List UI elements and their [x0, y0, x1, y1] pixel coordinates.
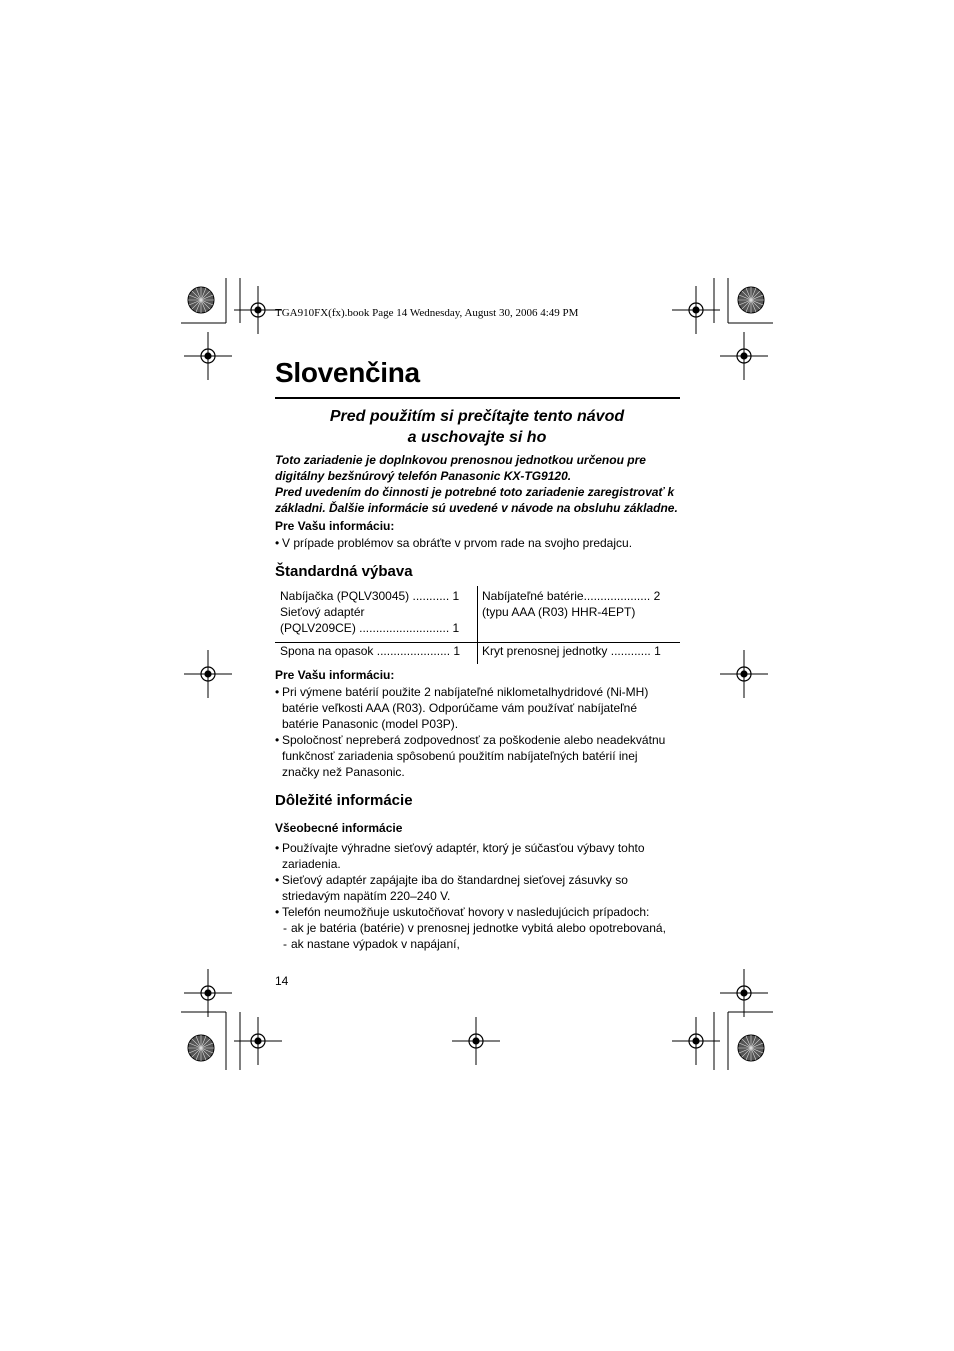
info-label-2: Pre Vašu informáciu:	[275, 668, 395, 682]
info-bullet-1: • V prípade problémov sa obráťte v prvom rade na svojho predajcu.	[275, 535, 687, 551]
general-dash-2: - ak nastane výpadok v napájaní,	[275, 936, 685, 952]
info2-bullet-1	[275, 684, 685, 732]
subtitle-line-1: Pred použitím si prečítajte tento návod	[329, 408, 625, 425]
bullet-line: • Spoločnosť nepreberá zodpovednosť za poškodenie alebo neadekvátnu	[282, 733, 666, 747]
page-title: Slovenčina	[275, 357, 420, 388]
bullet-line: batérie Panasonic (model P03P).	[282, 717, 459, 731]
cell-line: Nabíjačka (PQLV30045) ........... 1	[280, 589, 460, 603]
title-rule	[275, 397, 680, 399]
table-divider-vertical	[477, 586, 478, 664]
intro-line-4: základni. Ďalšie informácie sú uvedené v návode na obsluhu základne.	[275, 501, 678, 515]
bullet-line: striedavým napätím 220–240 V.	[282, 889, 451, 903]
table-cell-belt-clip: Spona na opasok ...................... 1	[280, 644, 461, 658]
cell-line: (typu AAA (R03) HHR-4EPT)	[482, 605, 636, 619]
general-bullet-1	[275, 840, 685, 872]
info2-bullet-2	[275, 732, 685, 780]
table-cell-batteries	[482, 588, 660, 620]
cell-line: Nabíjateľné batérie.................... 2	[482, 589, 661, 603]
table-cell-handset-cover: Kryt prenosnej jednotky ............ 1	[482, 644, 661, 658]
general-dash-1: - ak je batéria (batérie) v prenosnej jednotke vybitá alebo opotrebovaná,	[275, 920, 685, 936]
general-info-subheading: Všeobecné informácie	[275, 821, 403, 835]
bullet-line: • Pri výmene batérií použite 2 nabíjateľné niklometalhydridové (Ni-MH)	[282, 685, 649, 699]
subtitle-line-2: a uschovajte si ho	[407, 429, 547, 446]
important-heading: Dôležité informácie	[275, 792, 413, 809]
page-number: 14	[275, 974, 289, 988]
info-list-2	[275, 684, 685, 780]
bullet-line: • Sieťový adaptér zapájajte iba do štandardnej sieťovej zásuvky so	[282, 873, 628, 887]
intro-line-1: Toto zariadenie je doplnkovou prenosnou jednotkou určenou pre	[275, 453, 646, 467]
general-info-list	[275, 840, 685, 952]
cell-line: (PQLV209CE) ........................... 1	[280, 621, 460, 635]
intro-paragraph	[275, 452, 685, 516]
subtitle	[275, 406, 679, 448]
file-header-line: TGA910FX(fx).book Page 14 Wednesday, August 30, 2006 4:49 PM	[275, 307, 579, 319]
bullet-line: • Používajte výhradne sieťový adaptér, ktorý je súčasťou výbavy tohto	[282, 841, 645, 855]
accessories-table	[275, 586, 680, 664]
bullet-line: batérie veľkosti AAA (R03). Odporúčame vám používať nabíjateľné	[282, 701, 638, 715]
bullet-line: značky než Panasonic.	[282, 765, 405, 779]
general-bullet-3: • Telefón neumožňuje uskutočňovať hovory v nasledujúcich prípadoch:	[275, 904, 685, 920]
table-cell-charger	[280, 588, 459, 636]
cell-line: Sieťový adaptér	[280, 605, 365, 619]
intro-line-2: digitálny bezšnúrový telefón Panasonic KX-TG9120.	[275, 469, 572, 483]
bullet-line: funkčnosť zariadenia spôsobenú použitím nabíjateľných batérií inej	[282, 749, 638, 763]
bullet-line: zariadenia.	[282, 857, 341, 871]
intro-line-3: Pred uvedením do činnosti je potrebné toto zariadenie zaregistrovať k	[275, 485, 675, 499]
general-bullet-2	[275, 872, 685, 904]
accessories-heading: Štandardná výbava	[275, 563, 413, 580]
info-label-1: Pre Vašu informáciu:	[275, 519, 395, 533]
